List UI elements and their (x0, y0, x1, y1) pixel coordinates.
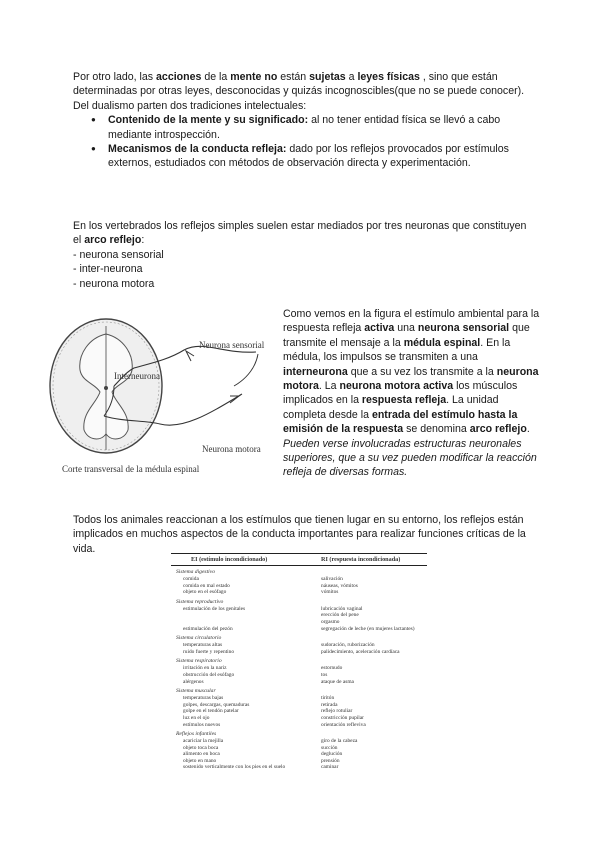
cell-response: lubricación vaginal (321, 605, 363, 612)
cell-response: succión (321, 744, 338, 751)
cell-stimulus: golpes, descargas, quemaduras (183, 701, 250, 708)
central-canal (104, 386, 108, 390)
cell-stimulus: objeto en el esófago (183, 589, 227, 596)
table-section-title: Sistema digestivo (176, 569, 215, 575)
table-row (171, 672, 427, 679)
table-section (171, 599, 427, 632)
table-row (171, 715, 427, 722)
table-row (171, 642, 427, 649)
column-header-ri: RI (respuesta incondicionada) (321, 556, 401, 563)
table-row (171, 745, 427, 752)
table-row (171, 589, 427, 596)
traditions-list (73, 113, 535, 171)
list-item: - neurona motora (73, 277, 155, 290)
list-item: ● Mecanismos de la conducta refleja: dado por los reflejos provocados por estímulos externos, estudiados con métodos de observación directa y experimentación. (73, 142, 535, 171)
cell-response: sudoración, ruborización (321, 642, 375, 649)
intro-paragraph (73, 70, 535, 171)
table-row (171, 626, 427, 633)
table-section (171, 569, 427, 596)
cell-stimulus: acariciar la mejilla (183, 738, 224, 745)
cell-stimulus: golpe en el tendón patelar (183, 708, 239, 715)
table-section-title: Sistema respiratorio (176, 658, 222, 665)
cell-response: constricción pupilar (321, 714, 364, 721)
table-section-title: Sistema muscular (176, 688, 216, 695)
figure-caption: Corte transversal de la médula espinal (62, 464, 200, 474)
table-section (171, 635, 427, 655)
cell-response: giro de la cabeza (321, 738, 358, 745)
table-row (171, 702, 427, 709)
cell-response: ataque de asma (321, 678, 354, 685)
table-section (171, 731, 427, 771)
table-row (171, 679, 427, 686)
animals-paragraph (73, 513, 535, 556)
cell-stimulus: comida (183, 576, 199, 582)
table-row (171, 576, 427, 583)
effector-loop (234, 354, 258, 386)
cell-stimulus: comida en mal estado (183, 582, 230, 589)
table-row (171, 751, 427, 758)
cell-stimulus: estimulación de los genitales (183, 605, 246, 612)
table-row (171, 665, 427, 672)
table-row (171, 708, 427, 715)
table-row (171, 619, 427, 626)
cell-response: caminar (321, 764, 339, 771)
motor-arrow-icon (230, 396, 239, 403)
table-section-title: Reflejos infantiles (176, 731, 217, 738)
cell-stimulus: irritación en la nariz (183, 665, 227, 672)
cell-stimulus: temperaturas bajas (183, 695, 224, 702)
table-section (171, 658, 427, 685)
cell-response: tos (321, 671, 328, 678)
table-row (171, 612, 427, 619)
table-row (171, 722, 427, 729)
label-motor-neuron: Neurona motora (202, 444, 261, 454)
table-row (171, 695, 427, 702)
cell-response: vómitos (321, 589, 339, 596)
paragraph-dualism: Del dualismo parten dos tradiciones intelectuales: (73, 99, 307, 112)
cell-stimulus: objeto toca boca (183, 744, 219, 751)
cell-stimulus: estimulación del pezón (183, 625, 233, 632)
column-header-ei: EI (estímulo incondicionado) (191, 556, 268, 563)
cell-response: erección del pene (321, 612, 359, 619)
cell-response: retirada (321, 701, 338, 708)
cell-stimulus (171, 612, 321, 619)
cell-response: orientación refleviva (321, 721, 366, 728)
cell-stimulus: estímulos nuevos (183, 721, 221, 728)
paragraph-mind-actions: Por otro lado, las acciones de la mente no están sujetas a leyes físicas , sino que están determinadas por otras leyes, desconocidas y quizás incognoscibles(que no se puede conocer). (73, 71, 525, 98)
reflex-table (171, 553, 427, 843)
table-row (171, 606, 427, 613)
cell-response: deglución (321, 751, 343, 758)
cell-response: estornudo (321, 665, 343, 672)
cell-stimulus: alérgenos (183, 678, 204, 685)
paragraph-reflex-explanation: Como vemos en la figura el estímulo ambiental para la respuesta refleja activa una neurona sensorial que transmite el mensaje a la médula espinal. En la médula, los impulsos se transmiten a una interneurona que a su vez los transmite a la neurona motora. La neurona motora activa los músculos implicados en la respuesta refleja. La unidad completa desde la entrada del estímulo hasta la emisión de la respuesta se denomina arco reflejo. Pueden verse involucradas estructuras neuronales superiores, que a su vez pueden modificar la reacción refleja de diversas formas. (283, 308, 540, 479)
table-row (171, 738, 427, 745)
cell-response: reflejo rotuliar (321, 708, 353, 715)
reflex-arc-explanation (283, 307, 543, 480)
spinal-cord-figure (44, 304, 276, 486)
table-row (171, 764, 427, 771)
table-header (171, 553, 427, 566)
paragraph-animals: Todos los animales reaccionan a los estímulos que tienen lugar en su entorno, los reflejos están implicados en muchos aspectos de la conducta importantes para realizar funciones críticas de la vida. (73, 514, 526, 555)
cell-response: salivación (321, 576, 343, 582)
cell-stimulus: obstrucción del esófago (183, 671, 235, 678)
table-row (171, 649, 427, 656)
cell-stimulus: alimento en boca (183, 751, 220, 758)
table-body (171, 569, 427, 771)
vertebrate-paragraph (73, 219, 535, 291)
spinal-cord-illustration (44, 304, 276, 486)
cell-response: prensión (321, 757, 340, 764)
table-row (171, 758, 427, 765)
cell-response: náuseas, vómitos (321, 582, 358, 589)
paragraph-reflex-arc: En los vertebrados los reflejos simples suelen estar mediados por tres neuronas que constituyen el arco reflejo: (73, 220, 527, 247)
list-item: - inter-neurona (73, 263, 143, 276)
list-item: - neurona sensorial (73, 248, 164, 261)
cell-response: orgasmo (321, 618, 340, 625)
table-section-title: Sistema reproductivo (176, 598, 224, 605)
list-item: ● Contenido de la mente y su significado: al no tener entidad física se llevó a cabo mediante introspección. (73, 113, 535, 142)
cell-stimulus: objeto en mano (183, 757, 217, 764)
table-section (171, 688, 427, 728)
sensory-arrow-icon (186, 351, 194, 361)
cell-stimulus: sostenido verticalmente con los pies en el suelo (183, 764, 286, 771)
cell-stimulus: ruido fuerte y repentino (183, 648, 235, 655)
cell-stimulus: luz en el ojo (183, 714, 210, 721)
table-section-title: Sistema circulatorio (176, 635, 222, 642)
label-sensory-neuron: Neurona sensorial (199, 340, 265, 350)
cell-stimulus: temperaturas altas (183, 642, 223, 649)
label-interneuron: Interneurona (114, 371, 160, 381)
cell-stimulus (171, 619, 321, 626)
cell-response: palidecimiento, aceleración cardíaca (321, 648, 400, 655)
cell-response: tiritón (321, 695, 335, 702)
cell-response: segregación de leche (en mujeres lactantes) (321, 625, 415, 632)
